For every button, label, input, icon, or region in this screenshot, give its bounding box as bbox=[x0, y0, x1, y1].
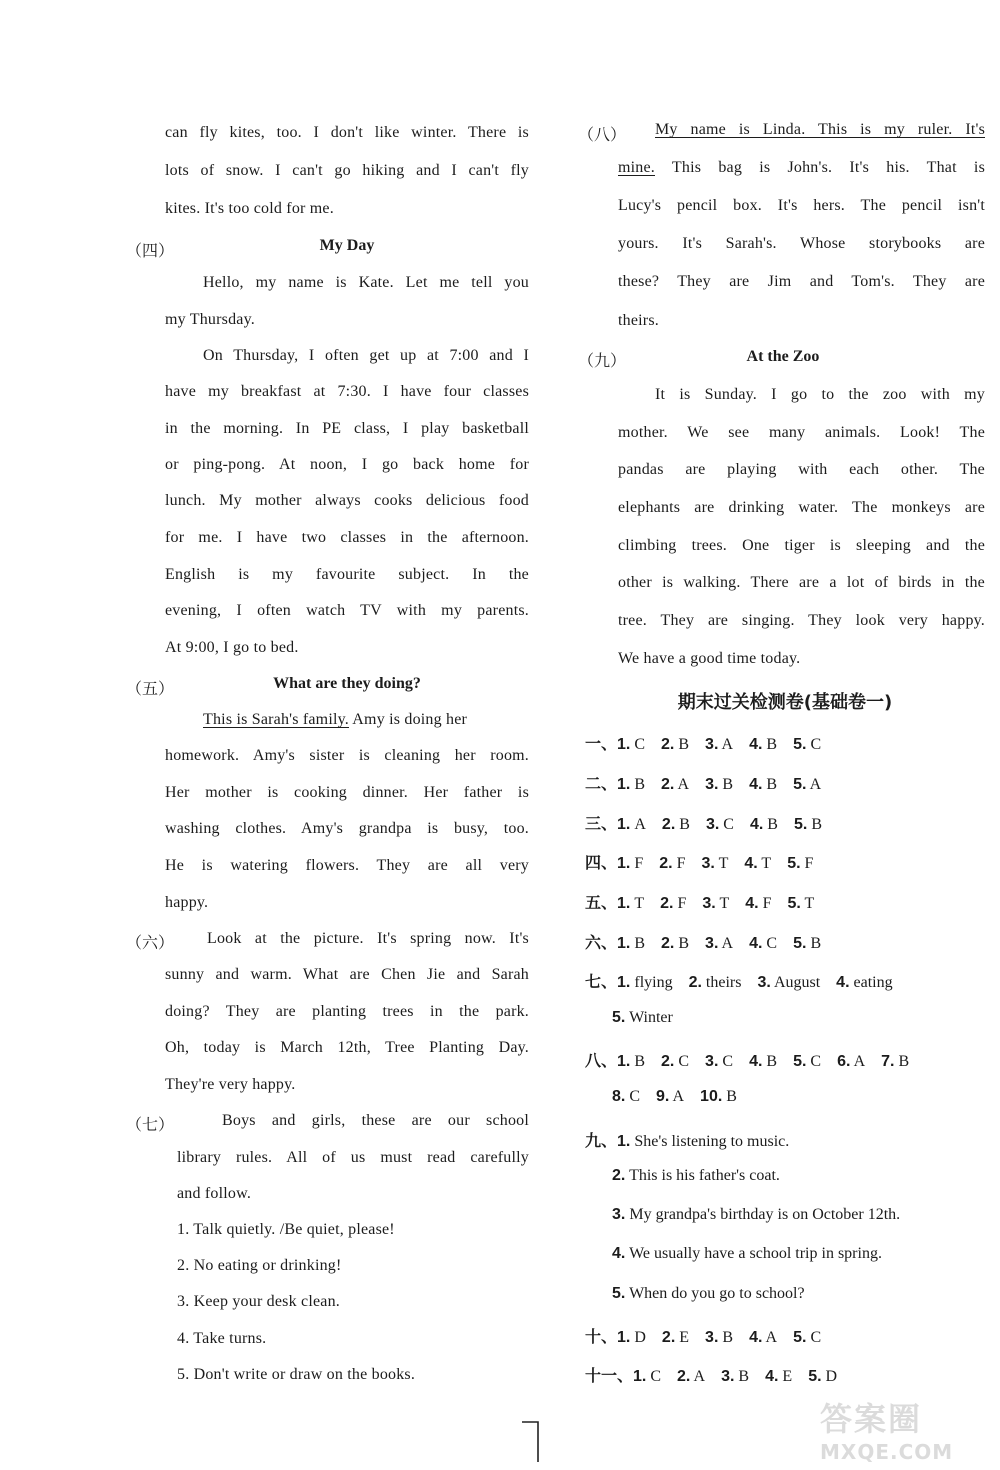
answer-row: 5. Winter bbox=[612, 1009, 673, 1026]
text-line: homework. Amy's sister is cleaning her room. bbox=[165, 747, 529, 764]
text-line: have my breakfast at 7:30. I have four classes bbox=[165, 383, 529, 400]
text-line: kites. It's too cold for me. bbox=[165, 200, 334, 217]
underlined-text: My name is Linda. This is my ruler. It's bbox=[655, 121, 985, 138]
answer-row: 八、1. B 2. C 3. C 4. B 5. C 6. A 7. B bbox=[585, 1053, 910, 1070]
text-line: evening, I often watch TV with my parents. bbox=[165, 602, 529, 619]
text-line: sunny and warm. What are Chen Jie and Sarah bbox=[165, 966, 529, 983]
section-title-4: My Day bbox=[319, 237, 375, 254]
text-line: He is watering flowers. They are all very bbox=[165, 857, 529, 874]
rule-item: 2. No eating or drinking! bbox=[177, 1257, 342, 1274]
answer-row: 五、1. T 2. F 3. T 4. F 5. T bbox=[585, 895, 815, 912]
text-line: can fly kites, too. I don't like winter. There is bbox=[165, 124, 529, 141]
rule-item: 1. Talk quietly. /Be quiet, please! bbox=[177, 1221, 395, 1238]
answer-row: 九、1. She's listening to music. bbox=[585, 1133, 790, 1150]
rule-item: 5. Don't write or draw on the books. bbox=[177, 1366, 416, 1383]
text-line: yours. It's Sarah's. Whose storybooks are bbox=[618, 235, 985, 252]
answer-row: 十、1. D 2. E 3. B 4. A 5. C bbox=[585, 1329, 822, 1346]
text-line: We have a good time today. bbox=[618, 650, 801, 667]
text-line: for me. I have two classes in the afternoon. bbox=[165, 529, 529, 546]
text-line: At 9:00, I go to bed. bbox=[165, 639, 299, 656]
text-line: They're very happy. bbox=[165, 1076, 296, 1093]
watermark bbox=[820, 1394, 990, 1466]
text-line: Hello, my name is Kate. Let me tell you bbox=[203, 274, 529, 291]
text-line: This is Sarah's family. Amy is doing her bbox=[203, 711, 468, 728]
text-line: these? They are Jim and Tom's. They are bbox=[618, 273, 985, 290]
text-line: lots of snow. I can't go hiking and I can't fly bbox=[165, 162, 529, 179]
text-line: washing clothes. Amy's grandpa is busy, too. bbox=[165, 820, 529, 837]
answer-row: 2. This is his father's coat. bbox=[612, 1167, 780, 1184]
section-title-9: At the Zoo bbox=[746, 348, 820, 365]
answer-row: 一、1. C 2. B 3. A 4. B 5. C bbox=[585, 736, 822, 753]
section-label-4: （四） bbox=[126, 243, 175, 260]
text-line: lunch. My mother always cooks delicious food bbox=[165, 492, 529, 509]
text-line: theirs. bbox=[618, 312, 659, 329]
text-line: mother. We see many animals. Look! The bbox=[618, 424, 985, 441]
text-line: pandas are playing with each other. The bbox=[618, 461, 985, 478]
section-label-8: （八） bbox=[578, 127, 627, 144]
text-line: and follow. bbox=[177, 1185, 252, 1202]
answer-row: 二、1. B 2. A 3. B 4. B 5. A bbox=[585, 776, 822, 793]
answer-row: 5. When do you go to school? bbox=[612, 1285, 805, 1302]
text-line: in the morning. In PE class, I play basketball bbox=[165, 420, 529, 437]
text-line: library rules. All of us must read carefully bbox=[177, 1149, 529, 1166]
answer-row: 六、1. B 2. B 3. A 4. C 5. B bbox=[585, 935, 822, 952]
text-line: Look at the picture. It's spring now. It's bbox=[207, 930, 529, 947]
text-line: It is Sunday. I go to the zoo with my bbox=[655, 386, 985, 403]
text-line: doing? They are planting trees in the park. bbox=[165, 1003, 529, 1020]
answer-row: 8. C 9. A 10. B bbox=[612, 1088, 737, 1105]
text-line: or ping-pong. At noon, I go back home for bbox=[165, 456, 529, 473]
section-title-5: What are they doing? bbox=[273, 675, 421, 692]
text-line: happy. bbox=[165, 894, 209, 911]
text-line: Lucy's pencil box. It's hers. The pencil isn't bbox=[618, 197, 985, 214]
rule-item: 4. Take turns. bbox=[177, 1330, 267, 1347]
text-line: On Thursday, I often get up at 7:00 and I bbox=[203, 347, 529, 364]
text-line: my Thursday. bbox=[165, 311, 255, 328]
section-label-5: （五） bbox=[126, 681, 175, 698]
text-line: other is walking. There are a lot of birds in the bbox=[618, 574, 985, 591]
answer-row: 四、1. F 2. F 3. T 4. T 5. F bbox=[585, 855, 814, 872]
text-line: Boys and girls, these are our school bbox=[222, 1112, 529, 1129]
watermark-url: MXQE.COM bbox=[820, 1440, 954, 1464]
answer-row: 七、1. flying 2. theirs 3. August 4. eating bbox=[585, 974, 893, 991]
page-bracket-mark bbox=[520, 1418, 544, 1464]
text-line: English is my favourite subject. In the bbox=[165, 566, 529, 583]
rule-item: 3. Keep your desk clean. bbox=[177, 1293, 340, 1310]
watermark-text: 答案圈 bbox=[820, 1400, 923, 1438]
text-line: Oh, today is March 12th, Tree Planting Day. bbox=[165, 1039, 529, 1056]
section-label-7: （七） bbox=[126, 1117, 175, 1134]
text-line: elephants are drinking water. The monkeys are bbox=[618, 499, 985, 516]
answer-row: 十一、1. C 2. A 3. B 4. E 5. D bbox=[585, 1368, 838, 1385]
underlined-text: mine. bbox=[618, 159, 655, 176]
underlined-text: This is Sarah's family. bbox=[203, 711, 349, 728]
text-line: tree. They are singing. They look very happy. bbox=[618, 612, 985, 629]
exam-title: 期末过关检测卷(基础卷一) bbox=[677, 692, 893, 713]
section-label-9: （九） bbox=[578, 353, 627, 370]
text-line: mine. This bag is John's. It's his. That is bbox=[618, 159, 985, 176]
answer-row: 4. We usually have a school trip in spring. bbox=[612, 1245, 882, 1262]
text-line: climbing trees. One tiger is sleeping and the bbox=[618, 537, 985, 554]
section-label-6: （六） bbox=[126, 935, 175, 952]
answer-row: 三、1. A 2. B 3. C 4. B 5. B bbox=[585, 816, 822, 833]
answer-row: 3. My grandpa's birthday is on October 12th. bbox=[612, 1206, 901, 1223]
text-line: Her mother is cooking dinner. Her father is bbox=[165, 784, 529, 801]
